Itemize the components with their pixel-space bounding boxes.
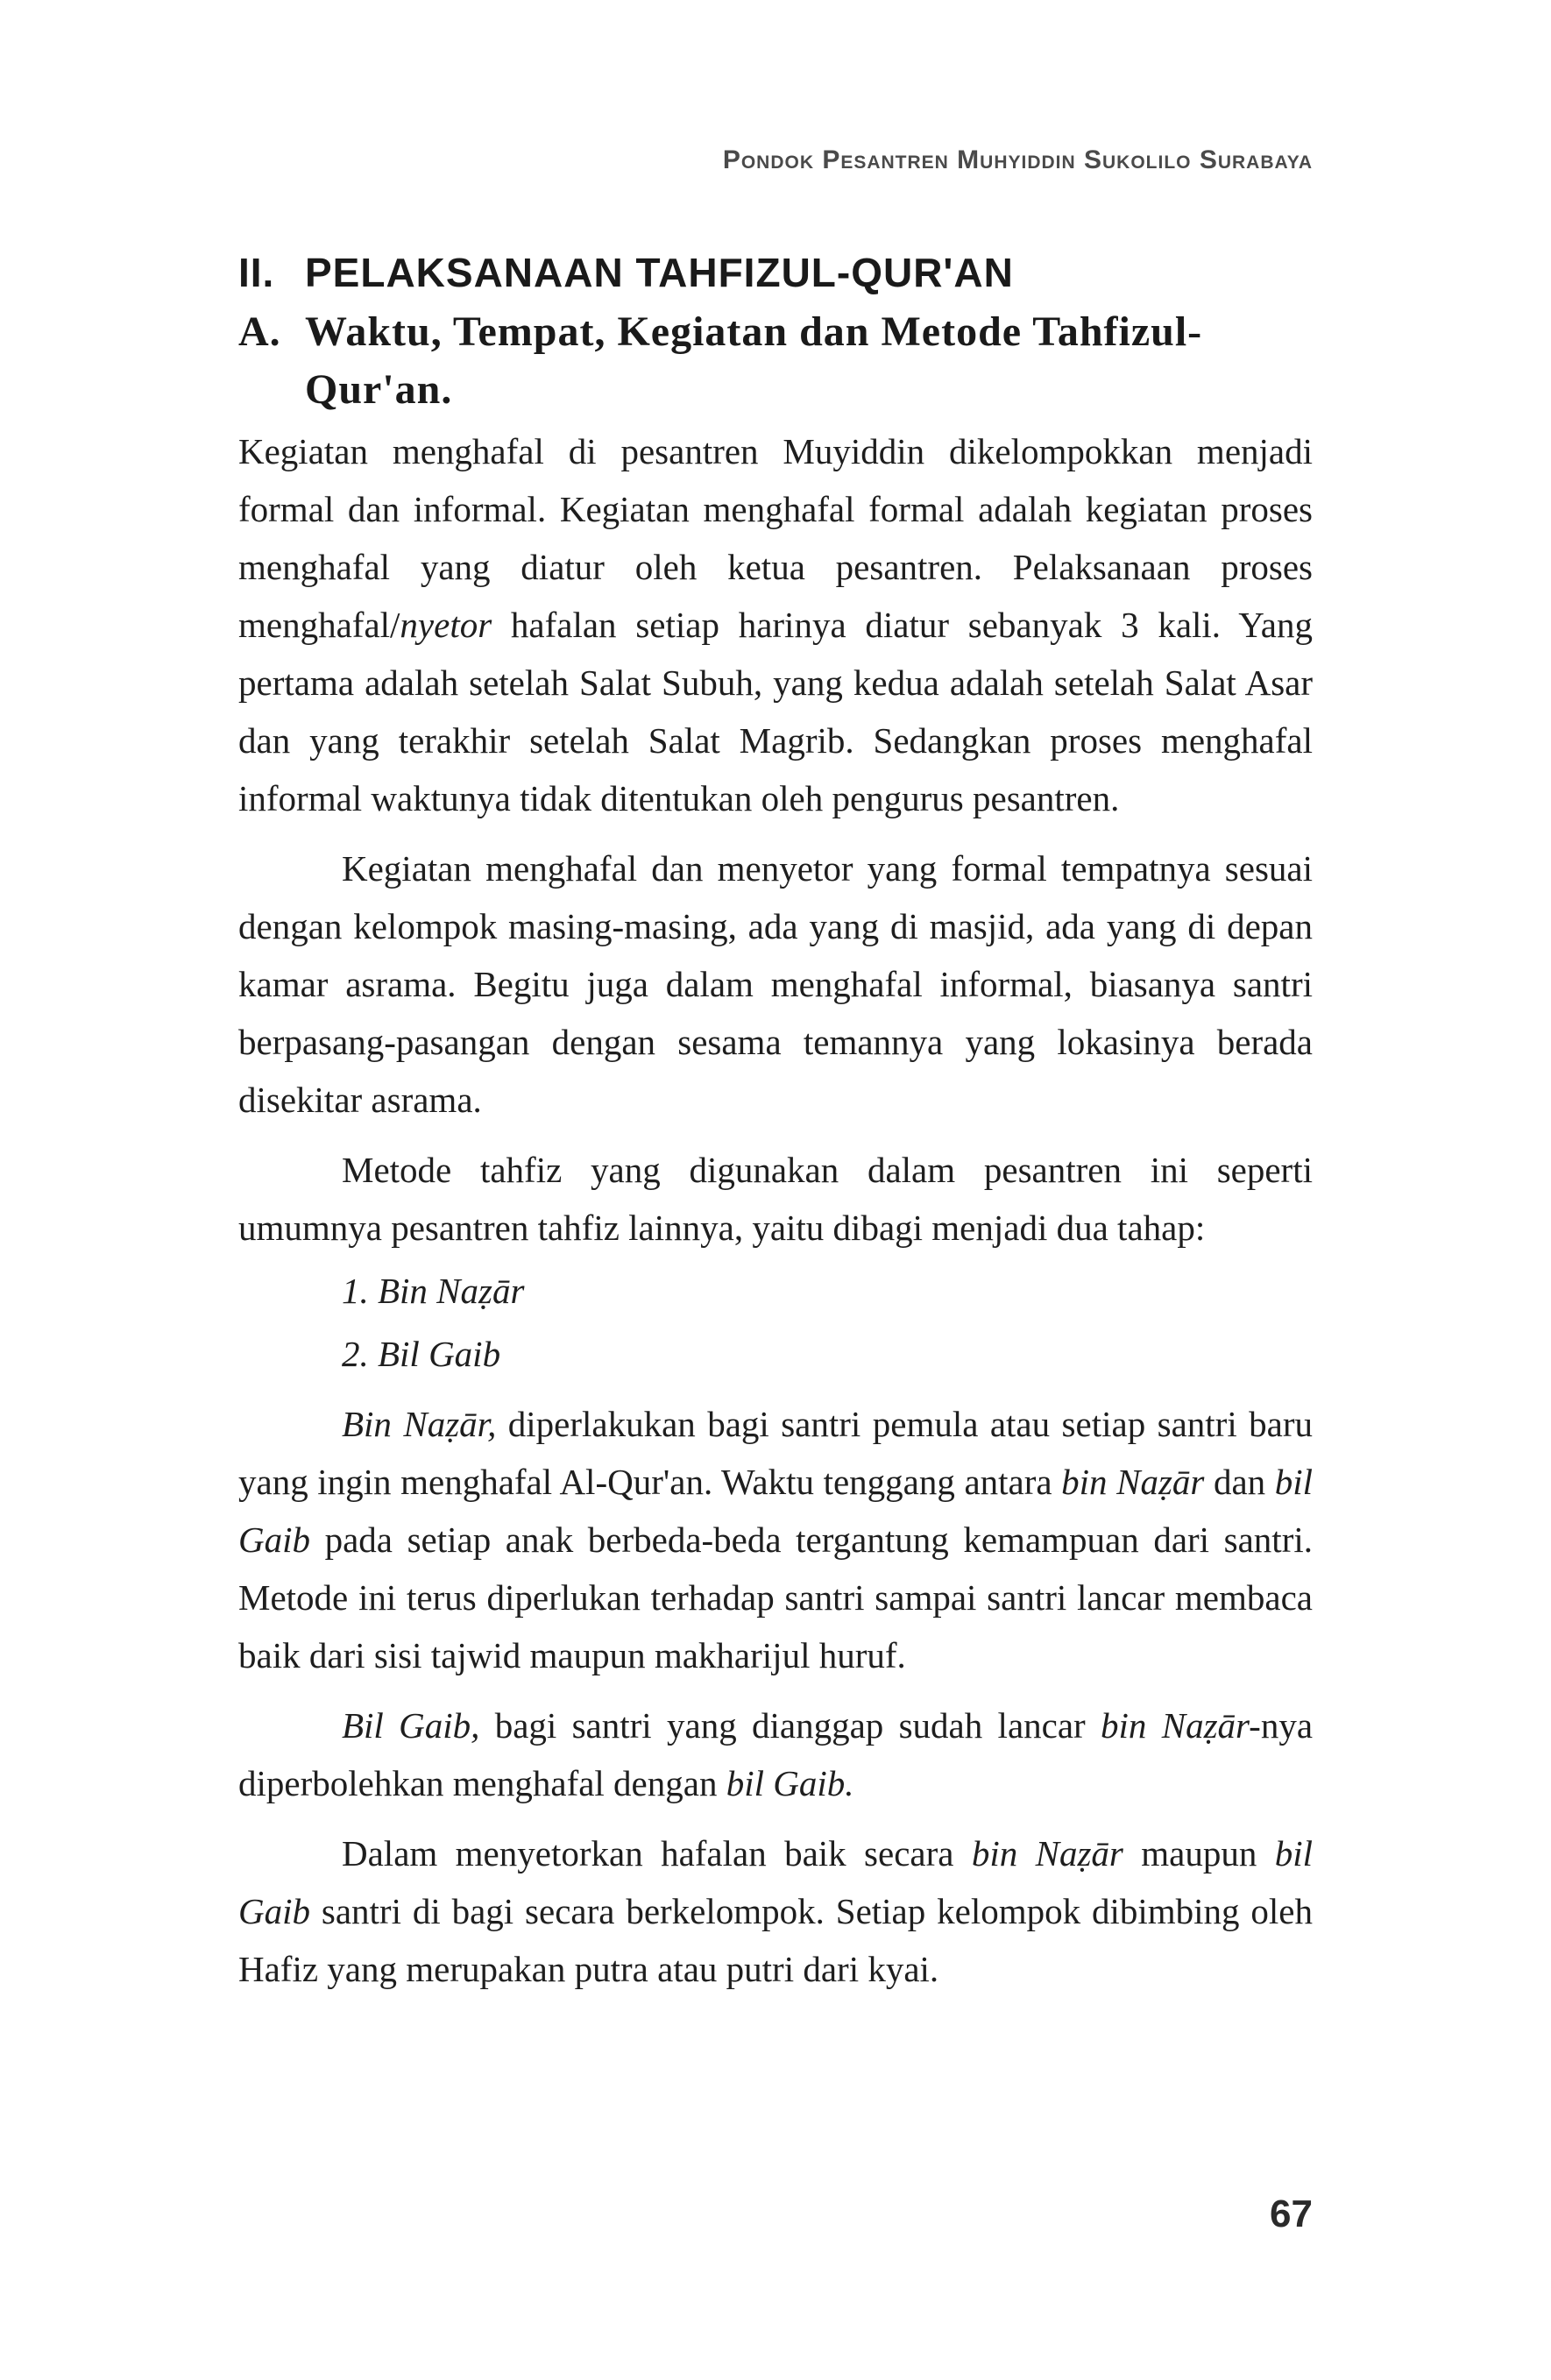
subsection-number: A.	[238, 308, 281, 355]
paragraph-3: Metode tahfiz yang digunakan dalam pesantren ini seperti umumnya pesantren tahfiz lainnya, yaitu dibagi menjadi dua tahap:	[238, 1150, 1313, 1248]
section-number: II.	[238, 250, 275, 295]
paragraph-2: Kegiatan menghafal dan menyetor yang formal tempatnya sesuai dengan kelompok masing-masing, ada yang di masjid, ada yang di depan kamar asrama. Begitu juga dalam menghafal informal, biasanya santri berpasang-pasangan dengan sesama temannya yang lokasinya berada disekitar asrama.	[238, 848, 1313, 1120]
page-body	[238, 245, 1313, 1998]
page-number: 67	[1270, 2192, 1313, 2235]
subsection-title: Waktu, Tempat, Kegiatan dan Metode Tahfizul-Qur'an.	[305, 308, 1203, 413]
method-list	[238, 1262, 1313, 1383]
list-item: 2. Bil Gaib	[342, 1334, 501, 1374]
paragraph-6: Dalam menyetorkan hafalan baik secara bin Naẓār maupun bil Gaib santri di bagi secara berkelompok. Setiap kelompok dibimbing oleh Hafiz yang merupakan putra atau putri dari kyai.	[238, 1833, 1313, 1989]
running-header: Pondok Pesantren Muhyiddin Sukolilo Surabaya	[722, 145, 1313, 174]
paragraph-1: Kegiatan menghafal di pesantren Muyiddin dikelompokkan menjadi formal dan informal. Kegiatan menghafal formal adalah kegiatan proses menghafal yang diatur oleh ketua pesantren. Pelaksanaan proses menghafal/nyetor hafalan setiap harinya diatur sebanyak 3 kali. Yang pertama adalah setelah Salat Subuh, yang kedua adalah setelah Salat Asar dan yang terakhir setelah Salat Magrib. Sedangkan proses menghafal informal waktunya tidak ditentukan oleh pengurus pesantren.	[238, 431, 1313, 818]
paragraph-4: Bin Naẓār, diperlakukan bagi santri pemula atau setiap santri baru yang ingin menghafal Al-Qur'an. Waktu tenggang antara bin Naẓār dan bil Gaib pada setiap anak berbeda-beda tergantung kemampuan dari santri. Metode ini terus diperlukan terhadap santri sampai santri lancar membaca baik dari sisi tajwid maupun makharijul huruf.	[238, 1404, 1314, 1675]
paragraph-5: Bil Gaib, bagi santri yang dianggap sudah lancar bin Naẓār-nya diperbolehkan menghafal dengan bil Gaib.	[238, 1705, 1314, 1803]
section-heading	[238, 245, 1313, 300]
subsection-heading	[238, 303, 1313, 419]
section-title: PELAKSANAAN TAHFIZUL-QUR'AN	[305, 250, 1014, 295]
list-item: 1. Bin Naẓār	[342, 1271, 525, 1311]
